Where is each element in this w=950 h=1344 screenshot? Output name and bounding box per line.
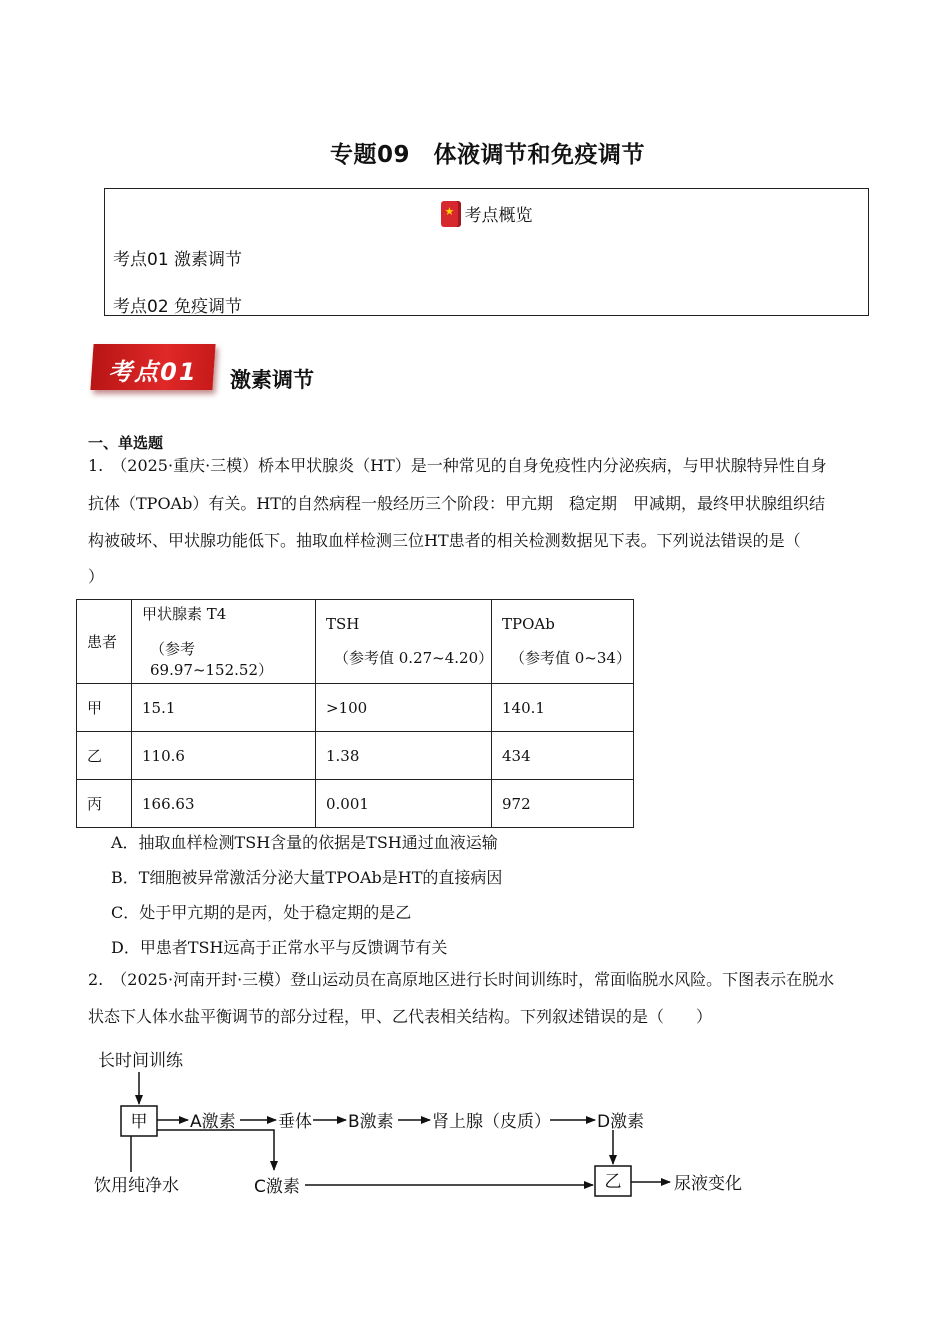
overview-item-2: 考点02 免疫调节	[113, 297, 243, 317]
label-yi: 乙	[604, 1172, 622, 1192]
table-cell: 1.38	[316, 732, 492, 780]
table-row	[77, 780, 634, 828]
q2-line-1: 2. （2025·河南开封·三模）登山运动员在高原地区进行长时间训练时，常面临脱水风险。下图表示在脱水	[88, 970, 835, 989]
table-header-cell: TSH （参考值 0.27~4.20）	[316, 600, 492, 684]
water-balance-diagram	[90, 1044, 770, 1214]
arrow-jia-to-c	[157, 1130, 274, 1170]
table-cell: 110.6	[132, 732, 316, 780]
overview-heading-label: 考点概览	[464, 206, 533, 226]
q1-option-a: A．抽取血样检测TSH含量的依据是TSH通过血液运输	[111, 833, 498, 852]
label-hormone-c: C激素	[254, 1177, 300, 1197]
label-pituitary: 垂体	[278, 1112, 312, 1132]
table-header-cell: 甲状腺素 T4 （参考 69.97~152.52）	[132, 600, 316, 684]
table-cell: 甲	[77, 684, 132, 732]
table-cell: 0.001	[316, 780, 492, 828]
section-badge-label: 考点01	[108, 358, 198, 386]
book-icon	[441, 201, 461, 227]
label-hormone-a: A激素	[190, 1112, 236, 1132]
subsection-heading: 一、单选题	[88, 434, 164, 452]
q1-line-2: 抗体（TPOAb）有关。HT的自然病程一般经历三个阶段：甲亢期 稳定期 甲减期，最终甲状腺组织结	[88, 494, 825, 513]
overview-item-1: 考点01 激素调节	[113, 250, 243, 270]
document-title: 专题09 体液调节和免疫调节	[329, 142, 645, 168]
q1-option-d: D．甲患者TSH远高于正常水平与反馈调节有关	[111, 938, 448, 957]
table-header-cell: 患者	[77, 600, 132, 684]
table-cell: 140.1	[492, 684, 634, 732]
label-urine: 尿液变化	[674, 1174, 742, 1194]
q1-option-c: C．处于甲亢期的是丙，处于稳定期的是乙	[111, 903, 412, 922]
table-cell: 乙	[77, 732, 132, 780]
data-table	[76, 599, 634, 828]
label-adrenal: 肾上腺（皮质）	[432, 1112, 551, 1132]
table-cell: 丙	[77, 780, 132, 828]
table-row	[77, 732, 634, 780]
label-jia: 甲	[130, 1112, 148, 1132]
table-cell: 166.63	[132, 780, 316, 828]
q2-line-2: 状态下人体水盐平衡调节的部分过程，甲、乙代表相关结构。下列叙述错误的是（ ）	[88, 1007, 713, 1026]
table-cell: 434	[492, 732, 634, 780]
table-header-row	[77, 600, 634, 684]
label-drink: 饮用纯净水	[94, 1176, 179, 1196]
overview-heading	[105, 201, 868, 227]
table-cell: 15.1	[132, 684, 316, 732]
label-training: 长时间训练	[98, 1051, 183, 1071]
table-row	[77, 684, 634, 732]
label-hormone-d: D激素	[597, 1112, 645, 1132]
overview-box	[104, 188, 869, 316]
q1-line-4: ）	[88, 567, 105, 586]
q1-option-b: B．T细胞被异常激活分泌大量TPOAb是HT的直接病因	[111, 868, 503, 887]
table-header-cell: TPOAb （参考值 0~34）	[492, 600, 634, 684]
table-cell: >100	[316, 684, 492, 732]
q1-line-3: 构被破坏、甲状腺功能低下。抽取血样检测三位HT患者的相关检测数据见下表。下列说法错误的是（	[88, 531, 801, 550]
q1-line-1: 1. （2025·重庆·三模）桥本甲状腺炎（HT）是一种常见的自身免疫性内分泌疾病，与甲状腺特异性自身	[88, 456, 827, 475]
table-cell: 972	[492, 780, 634, 828]
section-title: 激素调节	[230, 368, 314, 392]
label-hormone-b: B激素	[348, 1112, 394, 1132]
section-badge	[90, 344, 215, 390]
